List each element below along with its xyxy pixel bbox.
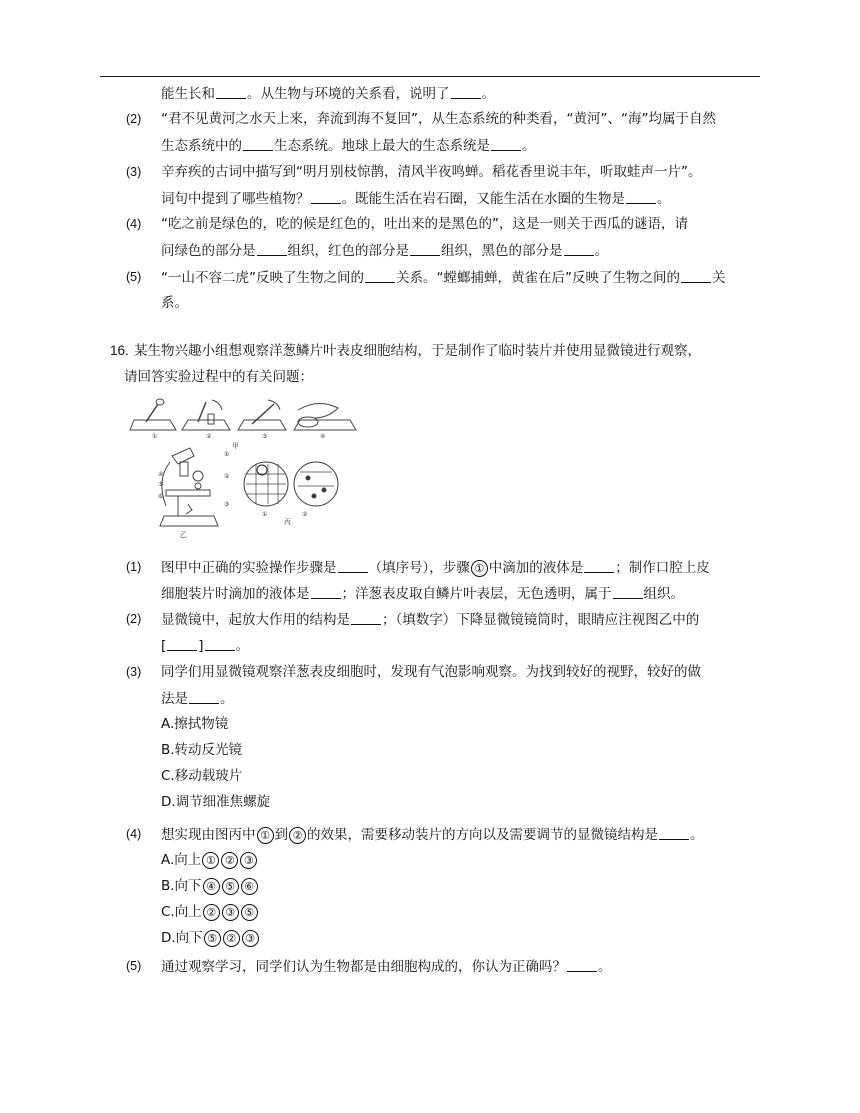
answer-blank[interactable]	[681, 268, 711, 283]
answer-blank[interactable]	[257, 241, 287, 256]
header-rule	[100, 76, 760, 77]
circled-number: ②	[221, 852, 238, 869]
q15-sub5-line2: 系。	[161, 295, 188, 311]
scope-label: ③	[224, 501, 230, 508]
option-a[interactable]: A.向上 ① ② ③	[161, 851, 258, 869]
circled-number: ⑥	[241, 878, 258, 895]
option-b[interactable]: B.转动反光镜	[161, 742, 243, 758]
q15-sub4-num: (4)	[126, 217, 142, 231]
q15-sub2-num: (2)	[126, 112, 142, 126]
q15-sub5-line1: “一山不容二虎”反映了生物之间的 关系。“螳螂捕蝉，黄雀在后”反映了生物之间的 关	[161, 270, 726, 286]
step1-illustration	[130, 399, 176, 430]
answer-blank[interactable]	[567, 957, 597, 972]
q15-sub5-num: (5)	[126, 270, 142, 284]
q16-sub2-line2: [ ] 。	[161, 638, 250, 654]
q16-sub2-line1: 显微镜中，起放大作用的结构是 ；（填数字）下降显微镜镜筒时，眼睛应注视图乙中的	[161, 612, 700, 628]
answer-blank[interactable]	[451, 84, 481, 99]
step-label: ①	[152, 433, 158, 440]
answer-blank[interactable]	[189, 689, 219, 704]
scope-label: ⑤	[158, 481, 164, 488]
circled-number: ④	[203, 878, 220, 895]
answer-blank[interactable]	[243, 136, 273, 151]
step-label: ③	[262, 433, 268, 440]
q16-sub3-num: (3)	[126, 665, 142, 679]
circled-number: ③	[222, 904, 239, 921]
answer-blank[interactable]	[659, 825, 689, 840]
scope-label: ②	[224, 473, 230, 480]
step-label: ②	[206, 433, 212, 440]
q15-sub2-line2: 生态系统中的 生态系统。地球上最大的生态系统是 。	[161, 138, 536, 154]
q16-sub1-line2: 细胞装片时滴加的液体是 ；洋葱表皮取自鳞片叶表层，无色透明，属于 组织。	[161, 586, 684, 602]
step3-illustration	[238, 400, 286, 430]
q16-sub5-line1: 通过观察学习，同学们认为生物都是由细胞构成的，你认为正确吗？ 。	[161, 959, 612, 975]
q16-sub1-num: (1)	[126, 560, 142, 574]
q15-sub3-line1: 辛弃疾的古词中描写到“明月别枝惊鹊，清风半夜鸣蝉。稻花香里说丰年，听取蛙声一片”。	[161, 164, 702, 180]
q16-sub3-line1: 同学们用显微镜观察洋葱表皮细胞时，发现有气泡影响观察。为找到较好的视野，较好的做	[161, 664, 701, 680]
answer-blank[interactable]	[564, 241, 594, 256]
answer-blank[interactable]	[491, 136, 521, 151]
experiment-figure	[128, 392, 360, 540]
step4-illustration	[294, 403, 356, 430]
answer-blank[interactable]	[613, 584, 643, 599]
option-a[interactable]: A.擦拭物镜	[161, 716, 229, 732]
q16-sub1-line1: 图甲中正确的实验操作步骤是 （填序号），步骤 ① 中滴加的液体是 ；制作口腔上皮	[161, 560, 710, 576]
answer-blank[interactable]	[351, 610, 381, 625]
q16-sub4-num: (4)	[126, 827, 142, 841]
q16-stem-line1: 某生物兴趣小组想观察洋葱鳞片叶表皮细胞结构，于是制作了临时装片并使用显微镜进行观察，	[134, 343, 701, 359]
circled-number: ⑤	[241, 904, 258, 921]
q16-number: 16.	[110, 343, 129, 358]
answer-blank[interactable]	[205, 636, 235, 651]
circled-number: ⑤	[204, 930, 221, 947]
step2-illustration	[182, 400, 230, 430]
answer-blank[interactable]	[626, 189, 656, 204]
option-c[interactable]: C.向上 ② ③ ⑤	[161, 903, 259, 921]
option-b[interactable]: B.向下 ④ ⑤ ⑥	[161, 877, 259, 895]
circled-number: ③	[242, 930, 259, 947]
circled-number: ②	[203, 904, 220, 921]
circled-number: ⑤	[222, 878, 239, 895]
scope-label: ①	[224, 451, 230, 458]
q15-sub3-line2: 词句中提到了哪些植物？ 。既能生活在岩石圈，又能生活在水圈的生物是 。	[161, 191, 671, 207]
answer-blank[interactable]	[410, 241, 440, 256]
answer-blank[interactable]	[216, 84, 246, 99]
view1-cells	[244, 462, 288, 506]
scope-label: ⑥	[158, 493, 164, 500]
circled-number: ①	[202, 852, 219, 869]
circled-number: ①	[471, 560, 488, 577]
answer-blank[interactable]	[338, 558, 368, 573]
answer-blank[interactable]	[584, 558, 614, 573]
q16-sub3-line2: 法是 。	[161, 691, 234, 707]
figure-label-yi: 乙	[180, 531, 187, 539]
q16-sub5-num: (5)	[126, 959, 142, 973]
answer-blank[interactable]	[365, 268, 395, 283]
answer-blank[interactable]	[311, 189, 341, 204]
q15-sub3-num: (3)	[126, 165, 142, 179]
q15-line0: 能生长和 。从生物与环境的关系看，说明了 。	[161, 86, 495, 102]
q16-sub2-num: (2)	[126, 612, 142, 626]
view2-cells	[294, 462, 338, 506]
view-label: ①	[262, 511, 268, 518]
q15-sub4-line2: 问绿色的部分是 组织，红色的部分是 组织，黑色的部分是 。	[161, 243, 608, 259]
circled-number: ①	[257, 827, 274, 844]
circled-number: ②	[289, 827, 306, 844]
q15-sub2-line1: “君不见黄河之水天上来，奔流到海不复回”，从生态系统的种类看，“黄河”、“海”均属于自然	[161, 111, 716, 127]
circled-number: ②	[223, 930, 240, 947]
q16-sub4-line1: 想实现由图丙中 ① 到 ② 的效果，需要移动装片的方向以及需要调节的显微镜结构是 。	[161, 827, 704, 843]
q15-sub4-line1: “吃之前是绿色的，吃的候是红色的，吐出来的是黑色的”，这是一则关于西瓜的谜语，请	[161, 216, 688, 232]
q16-stem-line2: 请回答实验过程中的有关问题：	[124, 369, 313, 385]
figure-label-jia: 甲	[232, 442, 239, 450]
option-d[interactable]: D.调节细准焦螺旋	[161, 794, 271, 810]
scope-label: ④	[158, 471, 164, 478]
step-label: ④	[320, 433, 326, 440]
option-d[interactable]: D.向下 ⑤ ② ③	[161, 929, 260, 947]
option-c[interactable]: C.移动载玻片	[161, 768, 243, 784]
circled-number: ③	[240, 852, 257, 869]
microscope-illustration	[160, 448, 218, 526]
view-label: ②	[302, 511, 308, 518]
answer-blank[interactable]	[311, 584, 341, 599]
figure-label-bing: 丙	[284, 518, 291, 526]
answer-blank[interactable]	[167, 636, 197, 651]
